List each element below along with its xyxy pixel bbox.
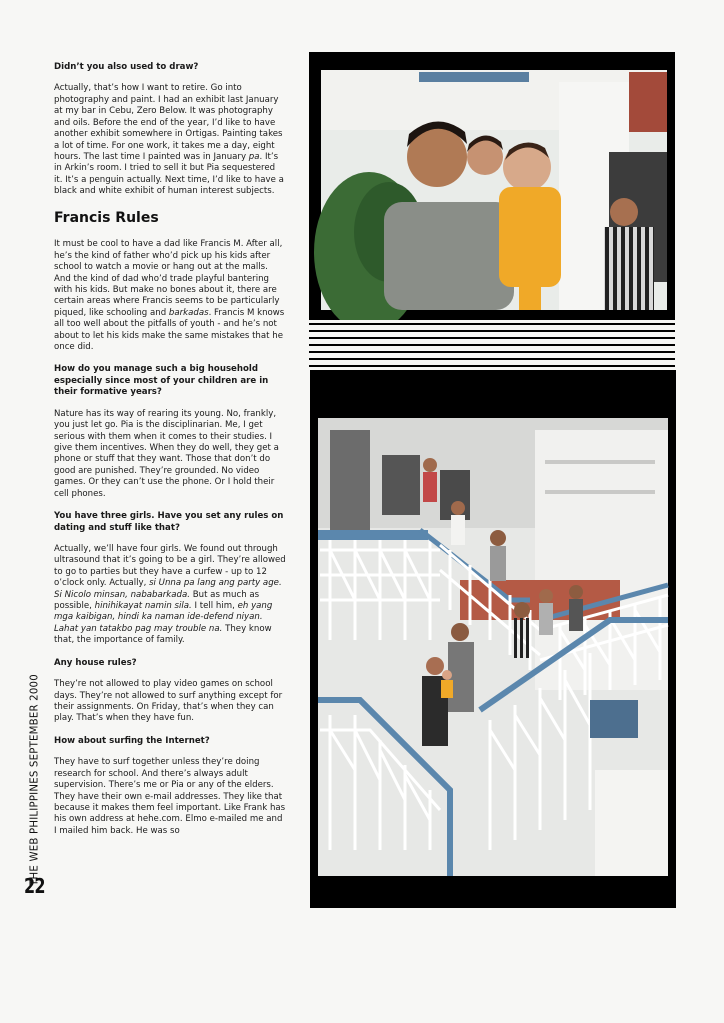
answer-dating: Actually, we’ll have four girls. We found out through ultrasound that it’s going to be a girl. They’re allowed to go to parties but they have a curfew - up to 12 o’clock only. Actually, si Unna pa lang ang party age. Si Nicolo minsan, nababarkada. But as much as possible, hinihikayat namin sila. I tell him, eh yang mga kaibigan, hindi ka naman ide-defend niyan. Lahat yan tatakbo pag may trouble na. They know that, the importance of family. <box>54 543 286 646</box>
page-number: 22 <box>24 874 45 898</box>
answer-house-rules: They’re not allowed to play video games on school days. They’re not allowed to surf anything except for their assignments. On Friday, that’s when they can play. That’s when they have fun. <box>54 679 283 724</box>
family-photo-top <box>309 52 675 320</box>
answer-internet: They have to surf together unless they’re doing research for school. And there’s always adult supervision. There’s me or Pia or any of the elders. They have their own e-mail addresses. They like that because it makes them feel important. Like Frank has his own address at hehe.com. Elmo e-mailed me and I mailed him back. He was so <box>54 757 286 836</box>
answer-draw: Actually, that’s how I want to retire. Go into photography and paint. I had an exhibit last January at my bar in Cebu, Zero Below. It was photography and oils. Before the end of the year, I’d like to have another exhibit somewhere in Ortigas. Painting takes a lot of time. For one work, it takes me a day, eight hours. The last time I painted was in January pa. It’s in Arkin’s room. I tried to sell it but Pia sequestered it. It’s a penguin actually. Next time, I’d like to have a black and white exhibit of human interest subjects. <box>54 83 284 197</box>
question-house-rules: Any house rules? <box>54 657 137 668</box>
answer-household: Nature has its way of rearing its young. No, frankly, you just let go. Pia is the disciplinarian. Me, I get serious with them when it comes to their studies. I give them incentives. When they do well, they get a phone or stuff that they want. Those that don’t do good are punished. They’re grounded. No video games. Or they can’t use the phone. Or I hold their cell phones. <box>54 408 279 499</box>
publication-credit: THE WEB PHILIPPINES SEPTEMBER 2000 <box>29 674 41 886</box>
question-dating: You have three girls. Have you set any rules on dating and stuff like that? <box>54 511 284 533</box>
publication-sidebar <box>28 674 42 886</box>
article-column <box>54 62 286 848</box>
family-photo-stairs-image <box>310 370 676 908</box>
section-heading: Francis Rules <box>54 209 159 226</box>
question-draw: Didn’t you also used to draw? <box>54 62 199 72</box>
question-household: How do you manage such a big household especially since most of your children are in their formative years? <box>54 364 269 398</box>
intro-paragraph: It must be cool to have a dad like Francis M. After all, he’s the kind of father who’d pick up his kids after school to watch a movie or hang out at the malls. And the kind of dad who’d trade playful bantering with his kids. But make no bones about it, there are certain areas where Francis seems to be particularly piqued, like schooling and barkadas. Francis M knows all too well about the pitfalls of youth - and he’s not about to let his kids make the same mistakes that he once did. <box>54 239 285 353</box>
family-photo-stairs <box>310 370 676 908</box>
family-photo-top-image <box>309 52 675 320</box>
question-internet: How about surfing the Internet? <box>54 735 210 746</box>
decorative-rules <box>309 323 675 367</box>
